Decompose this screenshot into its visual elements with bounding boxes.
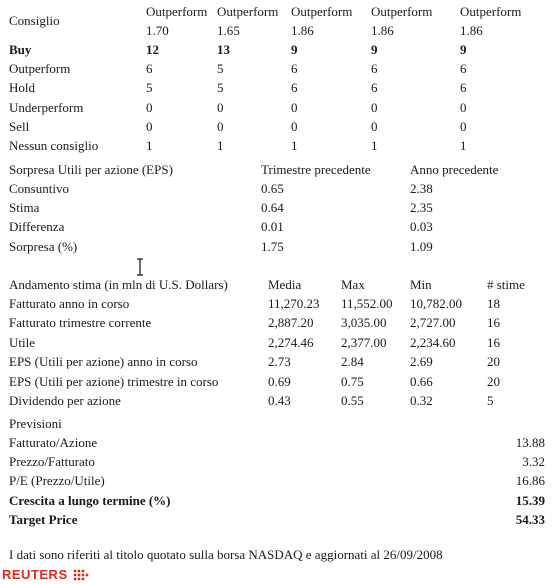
consiglio-cell: 6 xyxy=(371,61,378,77)
previsioni-row-label: Prezzo/Fatturato xyxy=(9,454,95,470)
andamento-cell: 18 xyxy=(487,296,500,311)
consiglio-cell: 12 xyxy=(146,42,159,57)
consiglio-score: 1.86 xyxy=(460,23,483,38)
andamento-header: Media xyxy=(268,277,302,292)
andamento-cell: 2,887.20 xyxy=(268,315,314,331)
andamento-cell: 2,377.00 xyxy=(341,334,387,350)
sorpresa-cell: 1.09 xyxy=(410,238,433,254)
text-cursor-icon xyxy=(136,258,144,276)
sorpresa-row-label: Differenza xyxy=(9,219,65,235)
consiglio-score: 1.65 xyxy=(217,23,240,38)
sorpresa-cell: 0.01 xyxy=(261,219,284,235)
consiglio-cell: 1 xyxy=(217,138,224,153)
andamento-cell: 11,552.00 xyxy=(341,296,393,311)
consiglio-cell: 0 xyxy=(291,99,298,115)
consiglio-cell: 5 xyxy=(217,61,224,77)
previsioni-value: 15.39 xyxy=(515,492,545,508)
consiglio-cell: 0 xyxy=(371,118,378,134)
previsioni-value: 54.33 xyxy=(515,511,545,527)
consiglio-row-label: Sell xyxy=(9,118,30,134)
previsioni-value: 3.32 xyxy=(522,454,545,470)
sorpresa-title: Sorpresa Utili per azione (EPS) xyxy=(9,162,173,177)
consiglio-cell: 0 xyxy=(146,118,153,134)
consiglio-score: 1.86 xyxy=(291,23,314,38)
sorpresa-cell: 1.75 xyxy=(261,238,284,254)
andamento-row-label: Dividendo per azione xyxy=(9,393,121,408)
sorpresa-cell: 2.38 xyxy=(410,181,433,196)
andamento-cell: 20 xyxy=(487,354,500,370)
consiglio-row-label: Nessun consiglio xyxy=(9,138,99,153)
sorpresa-col-header: Trimestre precedente xyxy=(261,162,371,177)
consiglio-cell: 6 xyxy=(460,61,467,77)
consiglio-row-label: Hold xyxy=(9,80,35,96)
consiglio-title: Consiglio xyxy=(9,13,60,28)
consiglio-header: Outperform xyxy=(460,4,522,19)
consiglio-header: Outperform xyxy=(217,4,279,19)
andamento-cell: 2,727.00 xyxy=(410,315,456,331)
andamento-row-label: EPS (Utili per azione) trimestre in corso xyxy=(9,373,219,389)
sorpresa-cell: 0.64 xyxy=(261,200,284,216)
consiglio-cell: 0 xyxy=(460,118,467,134)
andamento-cell: 5 xyxy=(487,393,494,408)
consiglio-score: 1.70 xyxy=(146,23,169,38)
consiglio-score: 1.86 xyxy=(371,23,394,38)
sorpresa-cell: 2.35 xyxy=(410,200,433,216)
consiglio-cell: 9 xyxy=(371,42,378,57)
consiglio-header: Outperform xyxy=(291,4,353,19)
consiglio-cell: 0 xyxy=(217,118,224,134)
andamento-cell: 10,782.00 xyxy=(410,296,462,311)
consiglio-cell: 9 xyxy=(291,42,298,57)
andamento-cell: 2,274.46 xyxy=(268,334,314,350)
reuters-dots-icon xyxy=(72,568,90,582)
consiglio-cell: 6 xyxy=(291,61,298,77)
consiglio-row-label: Underperform xyxy=(9,99,84,115)
andamento-title: Andamento stima (in mln di U.S. Dollars) xyxy=(9,277,228,292)
sorpresa-row-label: Consuntivo xyxy=(9,181,69,196)
consiglio-row-label: Buy xyxy=(9,42,32,57)
andamento-cell: 2.69 xyxy=(410,354,433,370)
consiglio-cell: 0 xyxy=(460,99,467,115)
andamento-row-label: Utile xyxy=(9,334,35,350)
reuters-logo: REUTERS xyxy=(2,567,68,582)
consiglio-header: Outperform xyxy=(146,4,208,19)
andamento-row-label: EPS (Utili per azione) anno in corso xyxy=(9,354,198,370)
andamento-cell: 20 xyxy=(487,373,500,389)
consiglio-cell: 6 xyxy=(146,61,153,77)
andamento-cell: 0.55 xyxy=(341,393,364,408)
andamento-cell: 0.32 xyxy=(410,393,433,408)
consiglio-cell: 1 xyxy=(460,138,467,153)
consiglio-cell: 0 xyxy=(371,99,378,115)
consiglio-cell: 5 xyxy=(217,80,224,96)
consiglio-cell: 6 xyxy=(460,80,467,96)
sorpresa-col-header: Anno precedente xyxy=(410,162,499,177)
andamento-cell: 3,035.00 xyxy=(341,315,387,331)
consiglio-cell: 0 xyxy=(146,99,153,115)
andamento-cell: 0.75 xyxy=(341,373,364,389)
footnote: I dati sono riferiti al titolo quotato sulla borsa NASDAQ e aggiornati al 26/09/2008 xyxy=(9,547,443,562)
previsioni-row-label: Crescita a lungo termine (%) xyxy=(9,492,171,508)
andamento-header: Max xyxy=(341,277,365,292)
andamento-cell: 16 xyxy=(487,334,500,350)
andamento-cell: 16 xyxy=(487,315,500,331)
sorpresa-row-label: Sorpresa (%) xyxy=(9,238,78,254)
andamento-cell: 2.84 xyxy=(341,354,364,370)
consiglio-cell: 6 xyxy=(371,80,378,96)
andamento-cell: 11,270.23 xyxy=(268,296,320,311)
consiglio-cell: 0 xyxy=(217,99,224,115)
consiglio-cell: 0 xyxy=(291,118,298,134)
consiglio-cell: 9 xyxy=(460,42,467,57)
consiglio-cell: 1 xyxy=(291,138,298,153)
previsioni-value: 13.88 xyxy=(515,435,545,450)
consiglio-cell: 1 xyxy=(371,138,378,153)
consiglio-cell: 1 xyxy=(146,138,153,153)
previsioni-value: 16.86 xyxy=(515,473,545,489)
previsioni-row-label: Target Price xyxy=(9,511,78,527)
sorpresa-cell: 0.65 xyxy=(261,181,284,196)
previsioni-row-label: Fatturato/Azione xyxy=(9,435,98,450)
andamento-cell: 0.43 xyxy=(268,393,291,408)
andamento-cell: 2,234.60 xyxy=(410,334,456,350)
previsioni-title: Previsioni xyxy=(9,416,62,431)
sorpresa-cell: 0.03 xyxy=(410,219,433,235)
andamento-row-label: Fatturato trimestre corrente xyxy=(9,315,152,331)
andamento-cell: 0.69 xyxy=(268,373,291,389)
consiglio-cell: 13 xyxy=(217,42,230,57)
consiglio-cell: 5 xyxy=(146,80,153,96)
andamento-header: # stime xyxy=(487,277,525,292)
andamento-cell: 2.73 xyxy=(268,354,291,370)
consiglio-row-label: Outperform xyxy=(9,61,71,77)
consiglio-cell: 6 xyxy=(291,80,298,96)
andamento-cell: 0.66 xyxy=(410,373,433,389)
consiglio-header: Outperform xyxy=(371,4,433,19)
sorpresa-row-label: Stima xyxy=(9,200,40,216)
andamento-row-label: Fatturato anno in corso xyxy=(9,296,130,311)
previsioni-row-label: P/E (Prezzo/Utile) xyxy=(9,473,105,489)
andamento-header: Min xyxy=(410,277,432,292)
